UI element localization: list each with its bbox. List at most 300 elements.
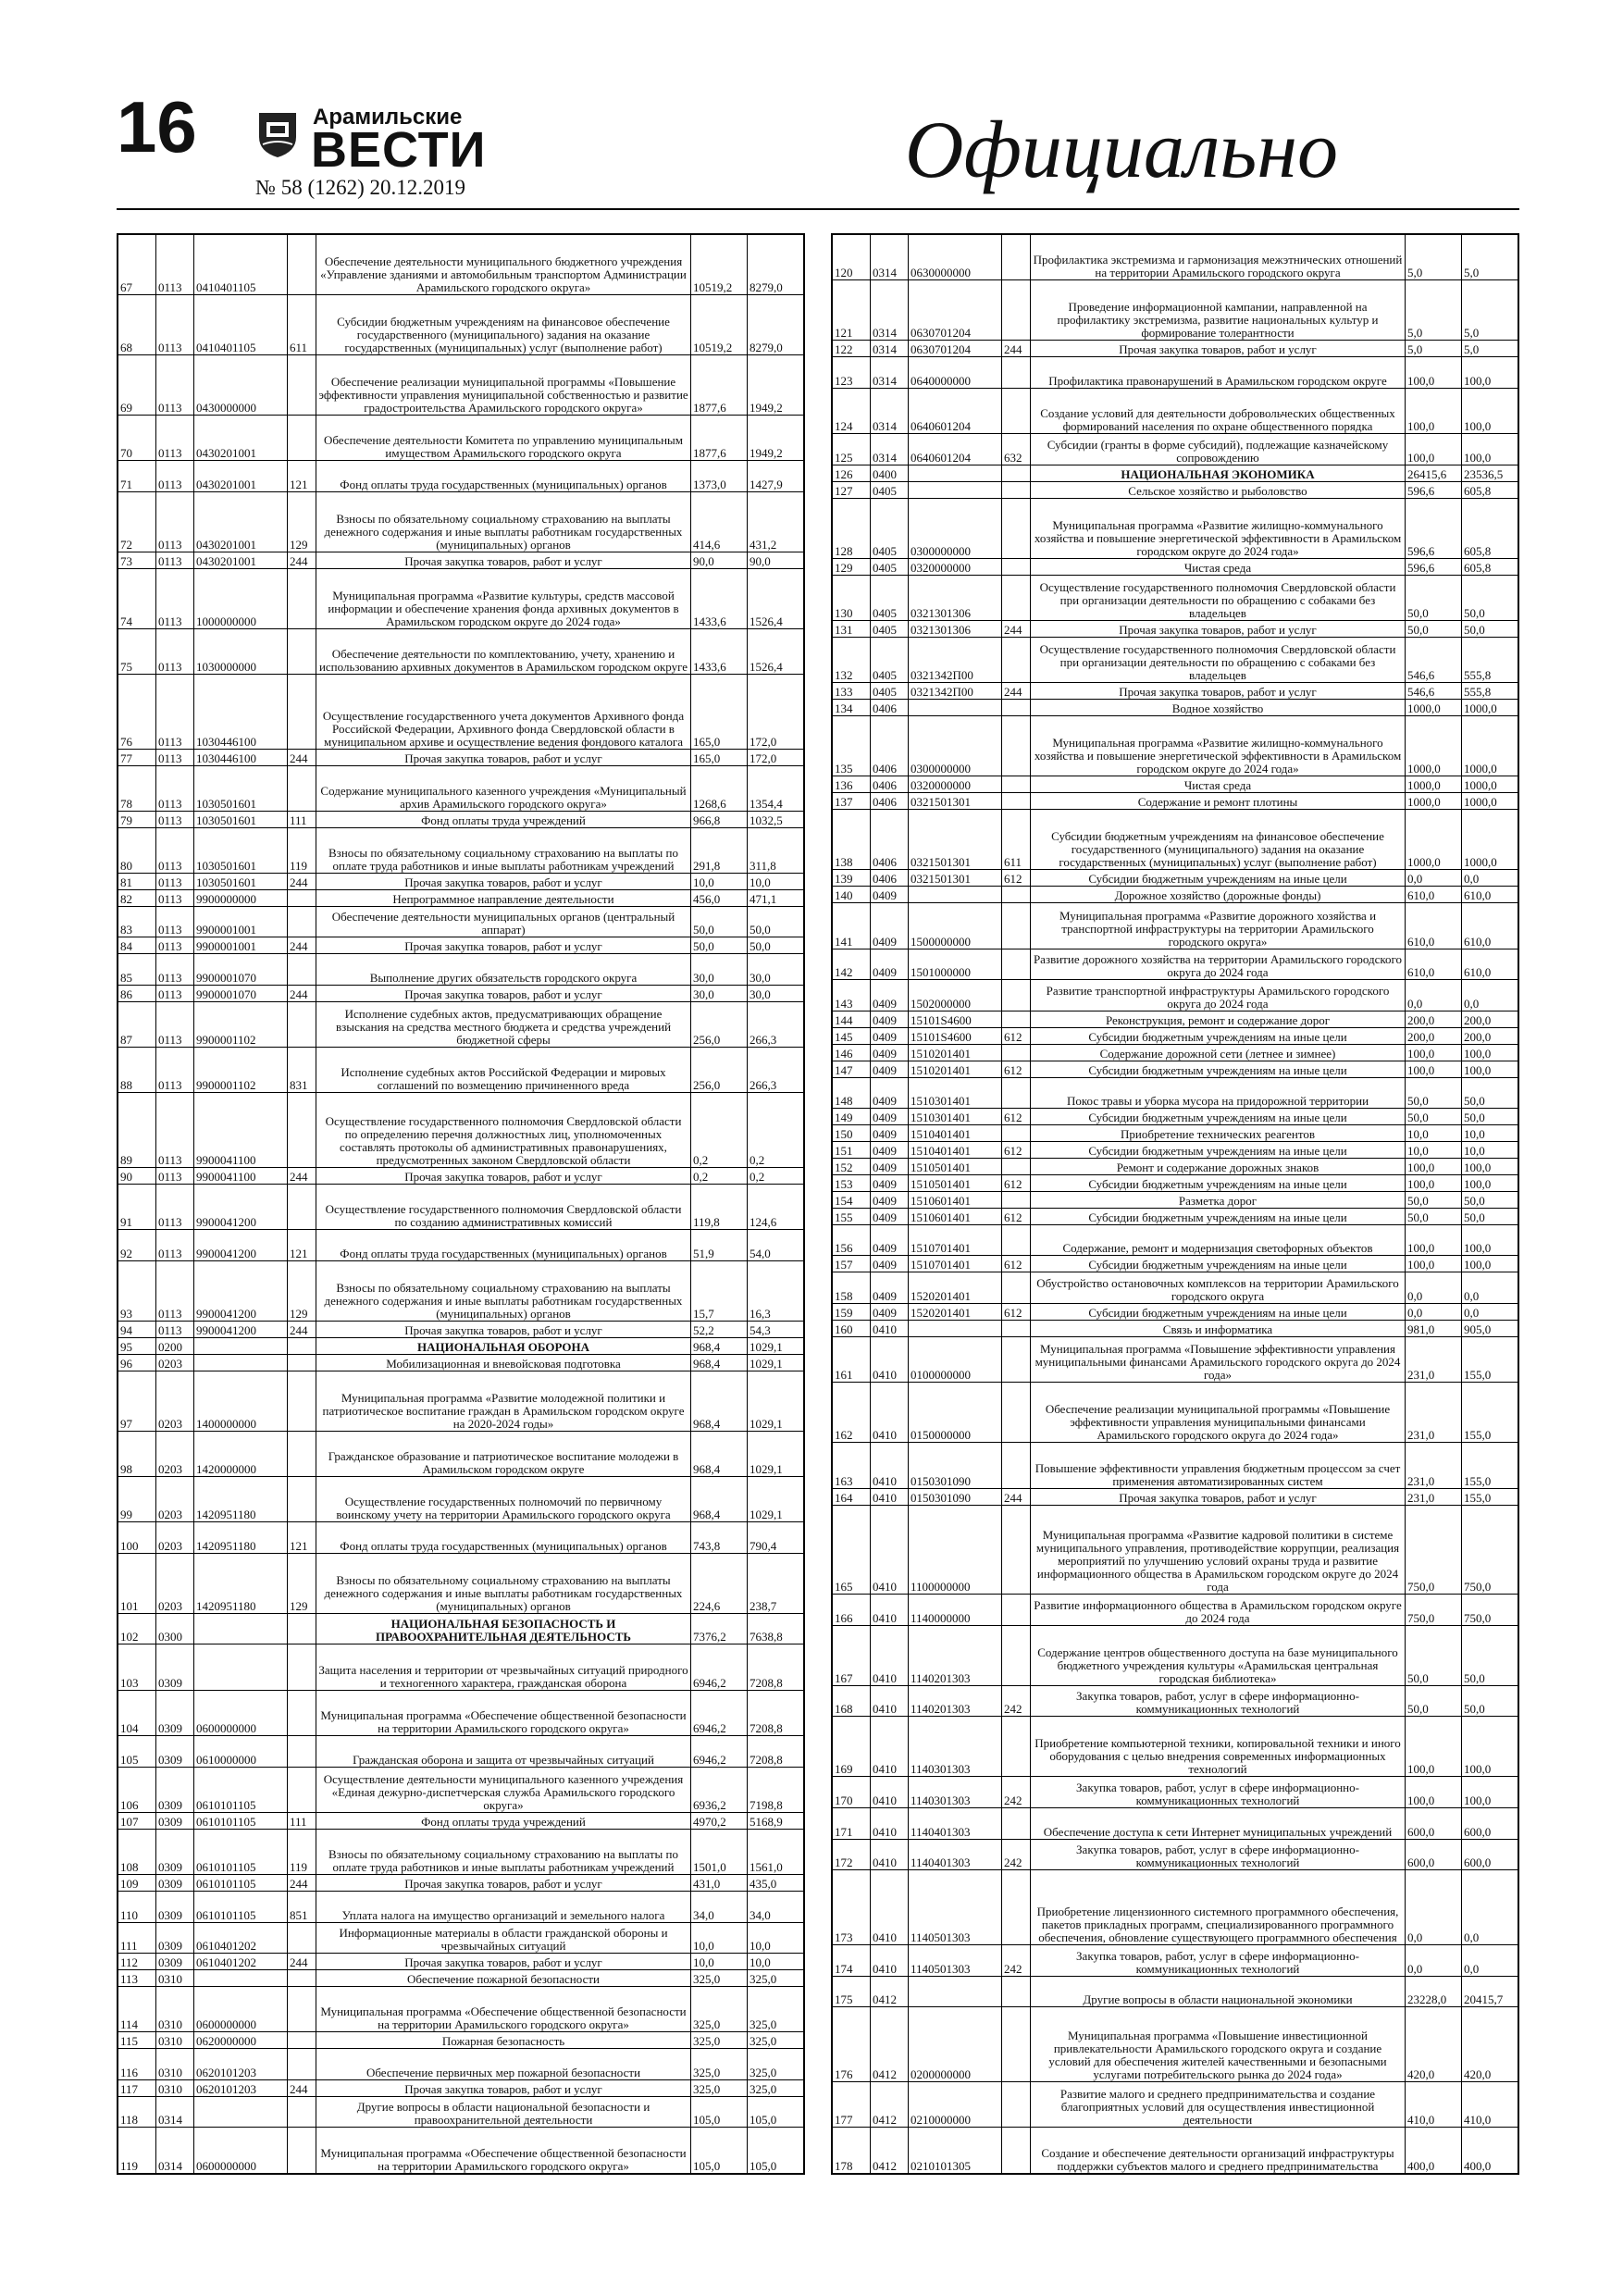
section-code: 0113 (156, 568, 194, 628)
expense-type (1002, 575, 1031, 620)
target-code: 1140201303 (909, 1625, 1002, 1685)
table-row (118, 765, 804, 811)
table-row (833, 1191, 1518, 1208)
row-number: 72 (118, 491, 156, 552)
amount-2021: 743,8 (691, 1522, 748, 1554)
amount-2021: 981,0 (1406, 1320, 1462, 1336)
item-name: Обеспечение первичных мер пожарной безопасности (316, 2049, 691, 2080)
masthead-title: ВЕСТИ (311, 122, 487, 178)
table-row (833, 887, 1518, 903)
amount-2021: 50,0 (1406, 1625, 1462, 1685)
target-code: 1030501601 (194, 827, 288, 873)
item-name: Субсидии бюджетным учреждениям на иные цели (1031, 1208, 1406, 1224)
row-number: 67 (118, 235, 156, 295)
expense-type: 244 (288, 552, 316, 568)
row-number: 96 (118, 1354, 156, 1371)
row-number: 163 (833, 1443, 871, 1488)
table-row (118, 1922, 804, 1954)
row-number: 144 (833, 1011, 871, 1027)
amount-2022: 605,8 (1462, 498, 1518, 558)
item-name: Обеспечение деятельности по комплектованию, учету, хранению и использованию архивных документов в Арамильском городском округе (316, 628, 691, 674)
amount-2021: 1000,0 (1406, 700, 1462, 716)
expense-type (288, 1185, 316, 1230)
section-code: 0406 (871, 793, 909, 810)
expense-type: 119 (288, 1829, 316, 1874)
item-name: НАЦИОНАЛЬНАЯ ЭКОНОМИКА (1031, 465, 1406, 481)
table-row (118, 491, 804, 552)
row-number: 138 (833, 810, 871, 870)
section-code: 0409 (871, 1256, 909, 1272)
item-name: Ремонт и содержание дорожных знаков (1031, 1158, 1406, 1174)
amount-2022: 420,0 (1462, 2007, 1518, 2082)
section-code: 0409 (871, 1109, 909, 1125)
section-code: 0410 (871, 1685, 909, 1717)
target-code: 1030000000 (194, 628, 288, 674)
table-row (118, 906, 804, 937)
expense-type: 851 (288, 1891, 316, 1922)
amount-2022: 100,0 (1462, 1256, 1518, 1272)
expense-type (1002, 465, 1031, 481)
amount-2021: 1877,6 (691, 415, 748, 460)
amount-2021: 610,0 (1406, 887, 1462, 903)
item-name: Гражданское образование и патриотическое воспитание молодежи в Арамильском городском округе (316, 1431, 691, 1476)
expense-type (288, 1431, 316, 1476)
amount-2022: 8279,0 (748, 294, 804, 354)
target-code: 0640601204 (909, 388, 1002, 433)
amount-2022: 100,0 (1462, 1174, 1518, 1191)
expense-type (288, 628, 316, 674)
expense-type: 244 (288, 749, 316, 765)
item-name: Приобретение лицензионного системного программного обеспечения, пакетов прикладных программ, специализированного программного обеспечения, обновление существующего программного обеспечения (1031, 1870, 1406, 1945)
row-number: 81 (118, 874, 156, 890)
target-code: 1510401401 (909, 1125, 1002, 1142)
item-name: Взносы по обязательному социальному страхованию на выплаты денежного содержания и иные выплаты работникам государственных (муниципальных) органов (316, 1260, 691, 1321)
expense-type (1002, 1625, 1031, 1685)
target-code: 0150000000 (909, 1383, 1002, 1443)
expense-type: 111 (288, 1812, 316, 1829)
item-name: Субсидии бюджетным учреждениям на иные цели (1031, 1174, 1406, 1191)
section-code: 0314 (871, 280, 909, 341)
item-name: Осуществление деятельности муниципального казенного учреждения «Единая дежурно-диспетчерская служба Арамильского городского округа» (316, 1767, 691, 1812)
section-code: 0410 (871, 1443, 909, 1488)
expense-type: 244 (288, 985, 316, 1001)
section-code: 0405 (871, 481, 909, 498)
expense-type (288, 1371, 316, 1431)
section-code: 0113 (156, 674, 194, 749)
expense-type (1002, 1320, 1031, 1336)
amount-2021: 0,0 (1406, 1870, 1462, 1945)
target-code: 0150301090 (909, 1443, 1002, 1488)
row-number: 167 (833, 1625, 871, 1685)
target-code: 1140301303 (909, 1717, 1002, 1777)
section-code: 0113 (156, 294, 194, 354)
amount-2021: 968,4 (691, 1337, 748, 1354)
section-code: 0410 (871, 1944, 909, 1976)
section-code: 0400 (871, 465, 909, 481)
expense-type (288, 2049, 316, 2080)
target-code: 1520201401 (909, 1303, 1002, 1320)
amount-2021: 968,4 (691, 1431, 748, 1476)
section-code: 0412 (871, 1976, 909, 2007)
item-name: Выполнение других обязательств городского округа (316, 954, 691, 986)
target-code: 0610401202 (194, 1954, 288, 1970)
amount-2021: 231,0 (1406, 1383, 1462, 1443)
item-name: Прочая закупка товаров, работ и услуг (316, 749, 691, 765)
target-code: 1520201401 (909, 1272, 1002, 1304)
table-row (833, 1208, 1518, 1224)
row-number: 133 (833, 683, 871, 700)
expense-type (288, 354, 316, 415)
amount-2022: 0,2 (748, 1093, 804, 1168)
row-number: 121 (833, 280, 871, 341)
section-code: 0113 (156, 937, 194, 954)
amount-2022: 100,0 (1462, 1158, 1518, 1174)
amount-2022: 610,0 (1462, 887, 1518, 903)
target-code: 15101S4600 (909, 1027, 1002, 1044)
budget-table (118, 234, 804, 2174)
row-number: 160 (833, 1320, 871, 1336)
row-number: 140 (833, 887, 871, 903)
amount-2022: 435,0 (748, 1875, 804, 1892)
table-row (833, 1320, 1518, 1336)
target-code: 9900001102 (194, 1001, 288, 1047)
expense-type (1002, 1505, 1031, 1594)
table-row (833, 1027, 1518, 1044)
amount-2021: 52,2 (691, 1321, 748, 1337)
amount-2022: 23536,5 (1462, 465, 1518, 481)
item-name: Связь и информатика (1031, 1320, 1406, 1336)
target-code: 1420000000 (194, 1431, 288, 1476)
expense-type (1002, 1272, 1031, 1304)
item-name: Развитие транспортной инфраструктуры Арамильского городского округа до 2024 года (1031, 980, 1406, 1011)
item-name: Разметка дорог (1031, 1191, 1406, 1208)
amount-2022: 54,3 (748, 1321, 804, 1337)
expense-type (1002, 638, 1031, 683)
amount-2021: 30,0 (691, 954, 748, 986)
row-number: 169 (833, 1717, 871, 1777)
target-code: 1502000000 (909, 980, 1002, 1011)
item-name: Водное хозяйство (1031, 700, 1406, 716)
row-number: 112 (118, 1954, 156, 1970)
expense-type (1002, 949, 1031, 980)
amount-2021: 256,0 (691, 1001, 748, 1047)
target-code: 1501000000 (909, 949, 1002, 980)
expense-type (288, 1354, 316, 1371)
expense-type (1002, 1870, 1031, 1945)
amount-2021: 50,0 (1406, 1191, 1462, 1208)
item-name: Прочая закупка товаров, работ и услуг (1031, 1488, 1406, 1505)
target-code: 1420951180 (194, 1476, 288, 1521)
item-name: Субсидии (гранты в форме субсидий), подлежащие казначейскому сопровождению (1031, 434, 1406, 465)
row-number: 143 (833, 980, 871, 1011)
amount-2021: 105,0 (691, 2128, 748, 2174)
section-code: 0410 (871, 1807, 909, 1839)
amount-2022: 50,0 (1462, 1685, 1518, 1717)
amount-2021: 224,6 (691, 1553, 748, 1613)
target-code: 9900041200 (194, 1185, 288, 1230)
amount-2021: 6936,2 (691, 1767, 748, 1812)
table-row (118, 1321, 804, 1337)
amount-2021: 10,0 (1406, 1142, 1462, 1159)
section-code: 0203 (156, 1431, 194, 1476)
expense-type (1002, 793, 1031, 810)
amount-2021: 546,6 (1406, 638, 1462, 683)
item-name: Гражданская оборона и защита от чрезвычайных ситуаций (316, 1735, 691, 1767)
section-title: Официально (904, 105, 1338, 195)
section-code: 0409 (871, 949, 909, 980)
row-number: 76 (118, 674, 156, 749)
amount-2022: 1000,0 (1462, 700, 1518, 716)
item-name: Муниципальная программа «Повышение эффективности управления муниципальными финансами Арамильского городского округа до 2024 года» (1031, 1336, 1406, 1382)
amount-2022: 155,0 (1462, 1336, 1518, 1382)
amount-2022: 10,0 (1462, 1142, 1518, 1159)
section-code: 0405 (871, 558, 909, 575)
item-name: Закупка товаров, работ, услуг в сфере информационно-коммуникационных технологий (1031, 1944, 1406, 1976)
amount-2021: 1000,0 (1406, 716, 1462, 776)
amount-2022: 20415,7 (1462, 1976, 1518, 2007)
table-row (118, 235, 804, 295)
expense-type: 611 (288, 294, 316, 354)
target-code: 0321501301 (909, 793, 1002, 810)
row-number: 149 (833, 1109, 871, 1125)
expense-type: 121 (288, 461, 316, 492)
section-code: 0113 (156, 628, 194, 674)
page-number: 16 (117, 86, 197, 168)
target-code: 9900001001 (194, 937, 288, 954)
item-name: Исполнение судебных актов, предусматривающих обращение взыскания на средства местного бюджета и средства учреждений бюджетной сферы (316, 1001, 691, 1047)
section-code: 0314 (871, 357, 909, 389)
item-name: Прочая закупка товаров, работ и услуг (316, 2079, 691, 2096)
amount-2022: 1526,4 (748, 628, 804, 674)
section-code: 0412 (871, 2128, 909, 2174)
amount-2022: 238,7 (748, 1553, 804, 1613)
amount-2021: 100,0 (1406, 1224, 1462, 1256)
item-name: Субсидии бюджетным учреждениям на иные цели (1031, 1142, 1406, 1159)
expense-type (1002, 700, 1031, 716)
table-row (833, 1976, 1518, 2007)
target-code (194, 2096, 288, 2128)
expense-type (288, 2032, 316, 2049)
target-code: 0600000000 (194, 2128, 288, 2174)
expense-type (1002, 2128, 1031, 2174)
page-header (117, 86, 1523, 208)
issue-info: № 58 (1262) 20.12.2019 (255, 176, 466, 199)
row-number: 136 (833, 776, 871, 793)
section-code: 0309 (156, 1690, 194, 1735)
amount-2021: 0,0 (1406, 1272, 1462, 1304)
amount-2022: 54,0 (748, 1230, 804, 1261)
section-code: 0309 (156, 1812, 194, 1829)
table-row (833, 388, 1518, 433)
amount-2022: 1029,1 (748, 1354, 804, 1371)
section-code: 0314 (871, 235, 909, 280)
target-code: 0630701204 (909, 341, 1002, 357)
expense-type (288, 235, 316, 295)
section-code: 0412 (871, 2081, 909, 2127)
amount-2021: 1501,0 (691, 1829, 748, 1874)
row-number: 173 (833, 1870, 871, 1945)
amount-2022: 50,0 (1462, 1191, 1518, 1208)
expense-type: 612 (1002, 1208, 1031, 1224)
section-code: 0410 (871, 1505, 909, 1594)
amount-2021: 90,0 (691, 552, 748, 568)
amount-2021: 968,4 (691, 1476, 748, 1521)
expense-type (1002, 776, 1031, 793)
section-code: 0405 (871, 683, 909, 700)
amount-2022: 555,8 (1462, 638, 1518, 683)
amount-2021: 325,0 (691, 1987, 748, 2032)
table-row (118, 1987, 804, 2032)
table-row (118, 1093, 804, 1168)
table-row (833, 2081, 1518, 2127)
item-name: Взносы по обязательному социальному страхованию на выплаты денежного содержания и иные выплаты работникам государственных (муниципальных) органов (316, 491, 691, 552)
amount-2021: 4970,2 (691, 1812, 748, 1829)
amount-2021: 10,0 (1406, 1125, 1462, 1142)
amount-2022: 50,0 (1462, 1208, 1518, 1224)
amount-2021: 100,0 (1406, 1044, 1462, 1061)
item-name: Сельское хозяйство и рыболовство (1031, 481, 1406, 498)
target-code: 1140401303 (909, 1807, 1002, 1839)
section-code: 0113 (156, 954, 194, 986)
amount-2022: 1561,0 (748, 1829, 804, 1874)
expense-type: 244 (1002, 683, 1031, 700)
target-code: 0610401202 (194, 1922, 288, 1954)
target-code: 0600000000 (194, 1987, 288, 2032)
item-name: Взносы по обязательному социальному страхованию на выплаты денежного содержания и иные выплаты работникам государственных (муниципальных) органов (316, 1553, 691, 1613)
item-name: Прочая закупка товаров, работ и услуг (1031, 621, 1406, 638)
row-number: 115 (118, 2032, 156, 2049)
table-row (118, 2032, 804, 2049)
table-row (833, 280, 1518, 341)
item-name: Обеспечение доступа к сети Интернет муниципальных учреждений (1031, 1807, 1406, 1839)
section-code: 0113 (156, 491, 194, 552)
amount-2021: 10,0 (691, 1922, 748, 1954)
row-number: 151 (833, 1142, 871, 1159)
table-row (118, 1613, 804, 1644)
amount-2022: 1949,2 (748, 354, 804, 415)
amount-2021: 596,6 (1406, 481, 1462, 498)
amount-2022: 325,0 (748, 2079, 804, 2096)
row-number: 68 (118, 294, 156, 354)
table-row (118, 1970, 804, 1987)
section-code: 0410 (871, 1336, 909, 1382)
amount-2022: 0,0 (1462, 1944, 1518, 1976)
expense-type (288, 889, 316, 906)
target-code: 1510701401 (909, 1256, 1002, 1272)
section-code: 0113 (156, 811, 194, 827)
section-code: 0314 (871, 434, 909, 465)
amount-2021: 600,0 (1406, 1807, 1462, 1839)
table-row (118, 294, 804, 354)
amount-2021: 431,0 (691, 1875, 748, 1892)
expense-type: 129 (288, 491, 316, 552)
amount-2021: 7376,2 (691, 1613, 748, 1644)
row-number: 90 (118, 1168, 156, 1185)
row-number: 84 (118, 937, 156, 954)
section-code: 0409 (871, 1125, 909, 1142)
table-row (833, 1944, 1518, 1976)
target-code: 1140501303 (909, 1944, 1002, 1976)
amount-2022: 410,0 (1462, 2081, 1518, 2127)
section-code: 0203 (156, 1354, 194, 1371)
item-name: Обеспечение деятельности Комитета по управлению муниципальным имуществом Арамильского городского округа (316, 415, 691, 460)
target-code: 1100000000 (909, 1505, 1002, 1594)
row-number: 159 (833, 1303, 871, 1320)
table-row (833, 558, 1518, 575)
amount-2022: 266,3 (748, 1048, 804, 1093)
row-number: 130 (833, 575, 871, 620)
amount-2021: 966,8 (691, 811, 748, 827)
section-code: 0309 (156, 1735, 194, 1767)
target-code (909, 887, 1002, 903)
target-code: 0610000000 (194, 1735, 288, 1767)
amount-2021: 50,0 (691, 937, 748, 954)
amount-2022: 600,0 (1462, 1807, 1518, 1839)
amount-2022: 1032,5 (748, 811, 804, 827)
section-code: 0113 (156, 235, 194, 295)
target-code: 9900001102 (194, 1048, 288, 1093)
table-row (833, 1488, 1518, 1505)
section-code: 0409 (871, 1142, 909, 1159)
target-code: 1510301401 (909, 1109, 1002, 1125)
table-row (833, 1777, 1518, 1808)
row-number: 131 (833, 621, 871, 638)
row-number: 128 (833, 498, 871, 558)
section-code: 0409 (871, 1272, 909, 1304)
expense-type (1002, 1336, 1031, 1382)
item-name: Содержание и ремонт плотины (1031, 793, 1406, 810)
amount-2022: 7638,8 (748, 1613, 804, 1644)
section-code: 0113 (156, 889, 194, 906)
item-name: Муниципальная программа «Развитие жилищно-коммунального хозяйства и повышение энергетической эффективности в Арамильском городском округе до 2024 года» (1031, 498, 1406, 558)
target-code: 0640601204 (909, 434, 1002, 465)
item-name: Профилактика правонарушений в Арамильском городском округе (1031, 357, 1406, 389)
target-code: 1030446100 (194, 749, 288, 765)
section-code: 0409 (871, 1303, 909, 1320)
target-code: 0610101105 (194, 1875, 288, 1892)
table-row (118, 415, 804, 460)
section-code: 0113 (156, 1260, 194, 1321)
expense-type (1002, 558, 1031, 575)
amount-2021: 51,9 (691, 1230, 748, 1261)
section-code: 0409 (871, 1011, 909, 1027)
table-row (833, 481, 1518, 498)
amount-2022: 50,0 (748, 906, 804, 937)
target-code: 0321301306 (909, 621, 1002, 638)
target-code: 0200000000 (909, 2007, 1002, 2082)
expense-type: 612 (1002, 1256, 1031, 1272)
target-code: 1510701401 (909, 1224, 1002, 1256)
section-code: 0113 (156, 1321, 194, 1337)
section-code: 0406 (871, 810, 909, 870)
section-code: 0405 (871, 498, 909, 558)
table-row (833, 1272, 1518, 1304)
item-name: Субсидии бюджетным учреждениям на иные цели (1031, 1256, 1406, 1272)
target-code: 9900000000 (194, 889, 288, 906)
amount-2021: 23228,0 (1406, 1976, 1462, 2007)
amount-2021: 596,6 (1406, 498, 1462, 558)
expense-type (1002, 2007, 1031, 2082)
item-name: Осуществление государственного полномочия Свердловской области при организации деятельности по обращению с собаками без владельцев (1031, 638, 1406, 683)
table-row (833, 1224, 1518, 1256)
target-code: 1510201401 (909, 1061, 1002, 1077)
expense-type (288, 765, 316, 811)
item-name: Прочая закупка товаров, работ и услуг (316, 552, 691, 568)
row-number: 114 (118, 1987, 156, 2032)
item-name: Муниципальная программа «Обеспечение общественной безопасности на территории Арамильского городского округа» (316, 2128, 691, 2174)
expense-type (288, 1735, 316, 1767)
amount-2022: 1029,1 (748, 1476, 804, 1521)
